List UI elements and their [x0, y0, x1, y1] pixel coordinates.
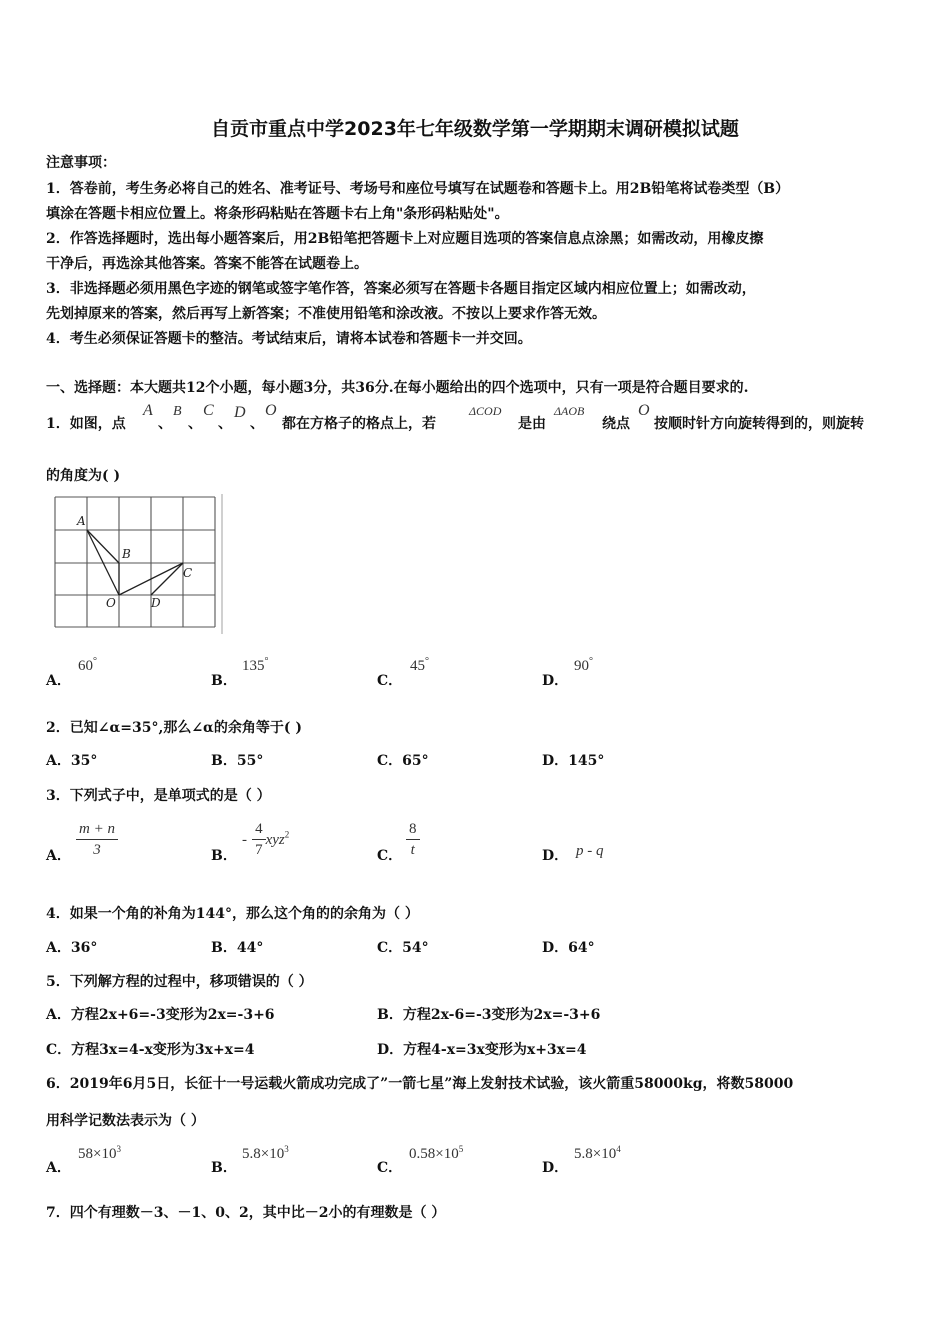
q1-sep: 、: [188, 416, 202, 432]
q6-option-a-value: $58\times 10^3$: [78, 1144, 121, 1162]
q2-option-d: D．145°: [542, 753, 605, 769]
q1-option-b-label: B．: [211, 673, 237, 689]
q2-stem: 2．已知∠α=35°,那么∠α的余角等于( ): [46, 720, 302, 736]
q3-option-b-label: B．: [211, 848, 237, 864]
q1-sep: 、: [250, 416, 264, 432]
q1-point-o: O: [265, 402, 277, 419]
q4-option-b: B．44°: [211, 940, 264, 956]
q1-sep: 、: [158, 416, 172, 432]
q6-option-d-label: D．: [542, 1160, 569, 1176]
q6-option-c-value: $0.58\times 10^5$: [409, 1144, 464, 1162]
q2-option-b: B．55°: [211, 753, 264, 769]
q1-point-b: B: [173, 404, 182, 419]
q5-option-d: D．方程4-x=3x变形为x+3x=4: [377, 1042, 587, 1058]
q1-option-c-value: 45°: [410, 656, 429, 674]
q1-option-a-label: A．: [46, 673, 71, 689]
q6-option-d-value: $5.8\times 10^4$: [574, 1144, 621, 1162]
q1-point-c: C: [203, 402, 214, 419]
q3-option-c-label: C．: [377, 848, 403, 864]
q1-text: 1．如图，点: [46, 416, 126, 432]
q5-option-c: C．方程3x=4-x变形为3x+x=4: [46, 1042, 255, 1058]
q4-option-c: C．54°: [377, 940, 429, 956]
q1-option-a-value: 60°: [78, 656, 97, 674]
q1-point-o: O: [638, 402, 650, 419]
q5-option-b: B．方程2x-6=-3变形为2x=-3+6: [377, 1007, 601, 1023]
q6-option-a-label: A．: [46, 1160, 71, 1176]
notice-line: 3．非选择题必须用黑色字迹的钢笔或签字笔作答，答案必须写在答题卡各题目指定区域内相应位置上；如需改动，: [46, 281, 756, 297]
fig-label-b: B: [122, 547, 131, 561]
notice-line: 先划掉原来的答案，然后再写上新答案；不准使用铅笔和涂改液。不按以上要求作答无效。: [46, 306, 606, 322]
q1-point-a: A: [143, 402, 153, 419]
q1-option-c-label: C．: [377, 673, 403, 689]
q3-option-d-label: D．: [542, 848, 569, 864]
notice-line: 4．考生必须保证答题卡的整洁。考试结束后，请将本试卷和答题卡一并交回。: [46, 331, 532, 347]
section-heading: 一、选择题：本大题共12个小题，每小题3分，共36分.在每小题给出的四个选项中，只有一项是符合题目要求的.: [46, 380, 749, 396]
q3-option-a-label: A．: [46, 848, 71, 864]
fig-label-a: A: [77, 514, 86, 528]
q1-text: 按顺时针方向旋转得到的，则旋转: [654, 416, 864, 432]
q1-triangle-cod: ΔCOD: [469, 404, 502, 418]
q1-triangle-aob: ΔAOB: [554, 404, 585, 418]
q1-text: 都在方格子的格点上，若: [282, 416, 436, 432]
q1-sep: 、: [218, 416, 232, 432]
q3-option-d-expr: p - q: [576, 843, 604, 859]
q1-option-b-value: 135°: [242, 656, 269, 674]
q7-stem: 7．四个有理数－3、－1、0、2，其中比－2小的有理数是（ ）: [46, 1205, 446, 1221]
notice-line: 2．作答选择题时，选出每小题答案后，用2B铅笔把答题卡上对应题目选项的答案信息点涂黑；如需改动，用橡皮擦: [46, 231, 764, 247]
q6-stem: 6．2019年6月5日，长征十一号运载火箭成功完成了”一箭七星”海上发射技术试验，该火箭重58000kg，将数58000: [46, 1076, 794, 1092]
q6-option-b-label: B．: [211, 1160, 237, 1176]
q1-option-d-value: 90°: [574, 656, 593, 674]
q6-stem: 用科学记数法表示为（ ）: [46, 1113, 205, 1129]
q3-stem: 3．下列式子中，是单项式的是（ ）: [46, 788, 271, 804]
q4-stem: 4．如果一个角的补角为144°，那么这个角的的余角为（ ）: [46, 906, 419, 922]
q6-option-c-label: C．: [377, 1160, 403, 1176]
q4-option-d: D．64°: [542, 940, 595, 956]
q3-option-c-fraction: $\frac{8}{t}$: [406, 819, 420, 860]
notice-line: 干净后，再选涂其他答案。答案不能答在试题卷上。: [46, 256, 368, 272]
q2-option-a: A．35°: [46, 753, 98, 769]
page-title: 自贡市重点中学2023年七年级数学第一学期期末调研模拟试题: [211, 118, 739, 140]
q2-option-c: C．65°: [377, 753, 429, 769]
q3-option-b-expr: - $\frac{4}{7}$ xyz$^2$: [242, 821, 290, 858]
q1-grid-figure: [50, 494, 226, 634]
q1-point-d: D: [234, 404, 246, 421]
q6-option-b-value: $5.8\times 10^3$: [242, 1144, 289, 1162]
fig-label-d: D: [151, 596, 161, 610]
q5-stem: 5．下列解方程的过程中，移项错误的（ ）: [46, 974, 313, 990]
q1-text: 是由: [518, 416, 546, 432]
q4-option-a: A．36°: [46, 940, 98, 956]
q5-option-a: A．方程2x+6=-3变形为2x=-3+6: [46, 1007, 275, 1023]
q1-option-d-label: D．: [542, 673, 569, 689]
fig-label-o: O: [106, 596, 116, 610]
notice-line: 填涂在答题卡相应位置上。将条形码粘贴在答题卡右上角"条形码粘贴处"。: [46, 206, 509, 222]
q3-option-a-fraction: $\frac{m + n}{3}$: [76, 819, 118, 860]
notice-heading: 注意事项：: [46, 155, 116, 171]
q1-text: 绕点: [602, 416, 630, 432]
notice-line: 1．答卷前，考生务必将自己的姓名、准考证号、考场号和座位号填写在试题卷和答题卡上。用2B铅笔将试卷类型（B）: [46, 181, 790, 197]
fig-label-c: C: [183, 566, 193, 580]
q1-text: 的角度为( ): [46, 468, 121, 484]
